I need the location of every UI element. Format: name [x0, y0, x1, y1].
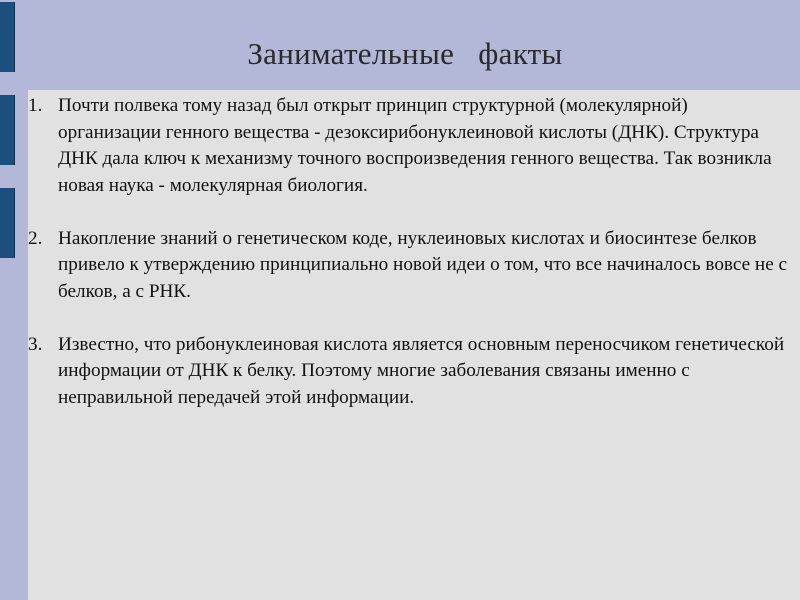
item-rest: переносчиком генетической информации от ДНК к белку. Поэтому многие заболевания связаны именно с неправильной передачей этой информации.	[58, 333, 785, 408]
item-first-line: Известно, что рибонуклеиновая кислота является основным	[58, 333, 551, 355]
item-text	[28, 93, 788, 199]
left-decorative-strip	[0, 0, 28, 600]
item-rest: биосинтезе белков привело к утверждению принципиально новой идеи о том, что все начиналось вовсе не с белков, а с РНК.	[58, 227, 788, 302]
list-item	[28, 93, 788, 199]
item-number: 2.	[28, 227, 52, 249]
item-first-line: Накопление знаний о генетическом коде, нуклеиновых кислотах и	[58, 227, 600, 249]
slide-title: Занимательные факты	[247, 36, 563, 71]
item-rest: (молекулярной) организации генного вещества - дезоксирибонуклеиновой кислоты (ДНК). Структура ДНК дала ключ к механизму точного воспроизведения генного вещества. Так возникла новая наука - молекулярная биология.	[58, 95, 772, 196]
item-number: 3.	[28, 333, 48, 355]
decorative-bar	[0, 188, 15, 258]
item-text	[28, 226, 788, 306]
facts-list	[28, 93, 788, 438]
item-text	[28, 332, 788, 412]
list-item	[28, 332, 788, 412]
list-item	[28, 226, 788, 306]
item-number: 1.	[28, 95, 52, 116]
item-first-line: Почти полвека тому назад был открыт принцип структурной	[58, 95, 555, 116]
decorative-bar	[0, 95, 15, 165]
